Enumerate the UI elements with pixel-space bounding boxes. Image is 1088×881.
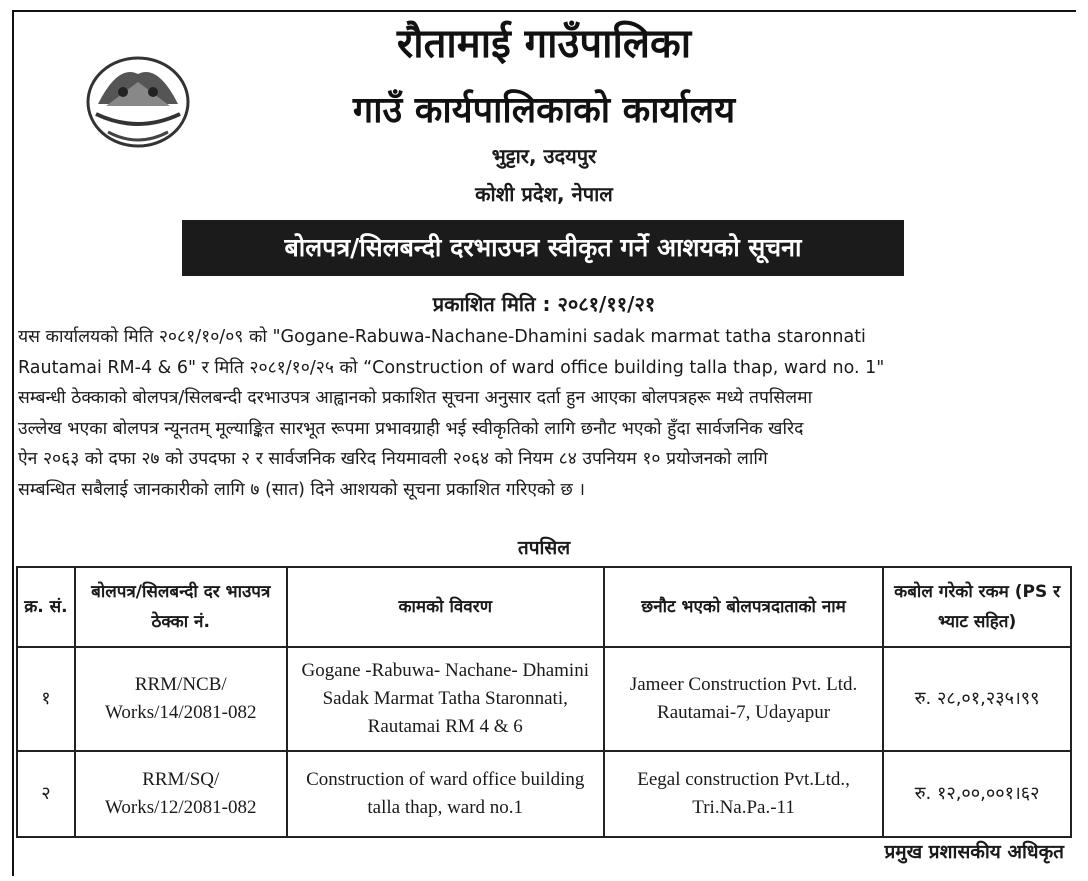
schedule-heading: तपसिल: [517, 537, 571, 559]
body-line: Rautamai RM-4 & 6" र मिति २०८१/१०/२५ को “Construction of ward office building talla thap, ward no. 1": [18, 357, 885, 378]
body-line: यस कार्यालयको मिति २०८१/१०/०९ को "Gogane-Rabuwa-Nachane-Dhamini sadak marmat tatha staronnati: [18, 327, 866, 347]
header-contract-no: बोलपत्र/सिलबन्दी दर भाउपत्र ठेक्का नं.: [75, 567, 287, 647]
cell-sn: १: [17, 647, 75, 751]
signature-title: प्रमुख प्रशासकीय अधिकृत: [884, 841, 1064, 863]
table-row: [17, 751, 1071, 837]
table-header-row: [17, 567, 1071, 647]
cell-sn: २: [17, 751, 75, 837]
municipality-title: रौतामाई गाउँपालिका: [396, 21, 692, 67]
cell-description: Gogane -Rabuwa- Nachane- Dhamini Sadak Marmat Tatha Staronnati, Rautamai RM 4 & 6: [287, 647, 604, 751]
province-text: कोशी प्रदेश, नेपाल: [475, 182, 613, 206]
body-line: सम्बन्धी ठेक्काको बोलपत्र/सिलबन्दी दरभाउपत्र आह्वानको प्रकाशित सूचना अनुसार दर्ता हुन आएका बोलपत्रहरू मध्ये तपसिलमा: [18, 388, 813, 408]
cell-amount: रु. १२,००,००१।६२: [883, 751, 1071, 837]
header-amount: कबोल गरेको रकम (PS र भ्याट सहित): [883, 567, 1071, 647]
published-date: प्रकाशित मिति : २०८१/११/२१: [432, 292, 656, 316]
notice-banner: बोलपत्र/सिलबन्दी दरभाउपत्र स्वीकृत गर्ने आशयको सूचना: [182, 220, 904, 276]
table-row: [17, 647, 1071, 751]
office-title: गाउँ कार्यपालिकाको कार्यालय: [352, 90, 736, 131]
cell-amount: रु. २८,०१,२३५।९९: [883, 647, 1071, 751]
location-text: भुट्टार, उदयपुर: [491, 144, 597, 168]
body-line: सम्बन्धित सबैलाई जानकारीको लागि ७ (सात) दिने आशयको सूचना प्रकाशित गरिएको छ ।: [18, 479, 585, 500]
cell-bidder: Eegal construction Pvt.Ltd., Tri.Na.Pa.-11: [604, 751, 883, 837]
cell-contract-no: RRM/NCB/ Works/14/2081-082: [75, 647, 287, 751]
cell-description: Construction of ward office building talla thap, ward no.1: [287, 751, 604, 837]
award-table: [16, 566, 1072, 838]
header-description: कामको विवरण: [287, 567, 604, 647]
header-sn: क्र. सं.: [17, 567, 75, 647]
header-bidder: छनौट भएको बोलपत्रदाताको नाम: [604, 567, 883, 647]
body-line: उल्लेख भएका बोलपत्र न्यूनतम् मूल्याङ्कित सारभूत रूपमा प्रभावग्राही भई स्वीकृतिको लागि छनौट भएको हुँदा सार्वजनिक खरिद: [18, 418, 804, 439]
cell-contract-no: RRM/SQ/ Works/12/2081-082: [75, 751, 287, 837]
notice-body: [18, 322, 1072, 505]
body-line: ऐन २०६३ को दफा २७ को उपदफा २ र सार्वजनिक खरिद नियमावली २०६४ को नियम ८४ उपनियम १० प्रयोजनको लागि: [18, 449, 768, 469]
cell-bidder: Jameer Construction Pvt. Ltd. Rautamai-7, Udayapur: [604, 647, 883, 751]
